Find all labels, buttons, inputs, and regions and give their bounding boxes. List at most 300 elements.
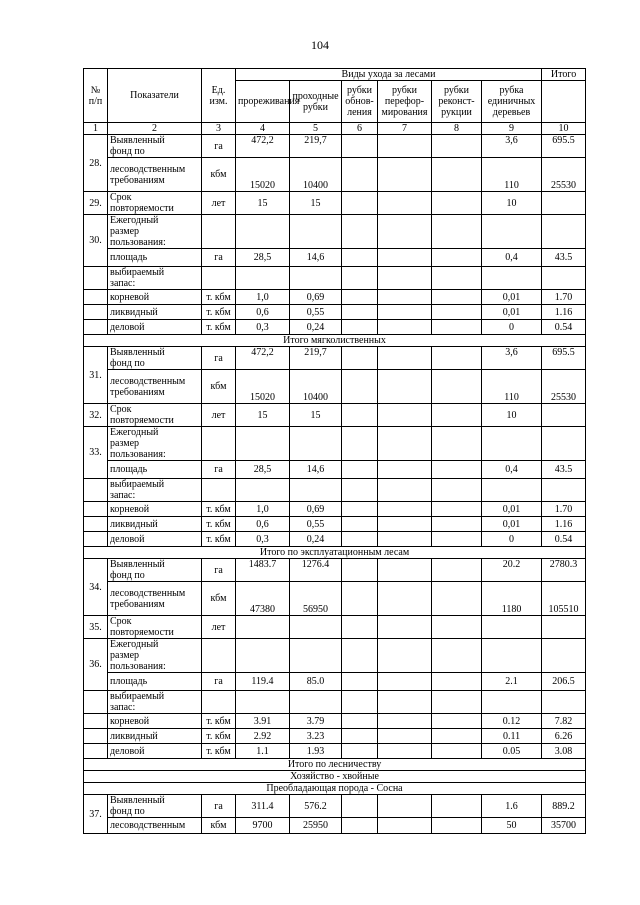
value-single: 50 xyxy=(482,818,542,834)
value-reform xyxy=(378,370,432,404)
label-line: Ежегодный xyxy=(110,215,159,226)
header-reconstr: рубки реконст-рукции xyxy=(432,81,482,123)
value-renewal xyxy=(342,290,378,305)
label-root xyxy=(108,290,202,305)
value-passing: 3.23 xyxy=(290,729,342,744)
label-line: лесоводственным xyxy=(110,163,186,175)
empty-cell xyxy=(482,691,542,714)
value-thinning: 28,5 xyxy=(236,249,290,267)
empty-cell xyxy=(432,479,482,502)
value-reform xyxy=(378,818,432,834)
label-line: лесоводственным xyxy=(110,587,186,599)
row-area xyxy=(84,249,586,267)
value-thinning: 15020 xyxy=(236,370,290,404)
unit: га xyxy=(202,559,236,582)
value-reform xyxy=(378,249,432,267)
empty-cell xyxy=(542,479,586,502)
value-reconstr xyxy=(432,404,482,427)
row-number xyxy=(84,502,108,517)
value-thinning: 3.91 xyxy=(236,714,290,729)
label-line: фонд по xyxy=(110,146,145,157)
value-reconstr xyxy=(432,517,482,532)
label-business xyxy=(108,744,202,759)
value-renewal xyxy=(342,744,378,759)
empty-cell xyxy=(482,427,542,461)
value-passing: 1276.4 xyxy=(290,559,342,582)
empty-cell xyxy=(236,691,290,714)
value-passing: 3.79 xyxy=(290,714,342,729)
header-thinning: прореживания xyxy=(236,81,290,123)
section-title: Итого по лесничеству xyxy=(84,759,586,771)
unit: кбм xyxy=(202,818,236,834)
label-line: размер xyxy=(110,438,140,449)
unit: т. кбм xyxy=(202,320,236,335)
row-number xyxy=(84,320,108,335)
row-area xyxy=(84,461,586,479)
label-fund-cont xyxy=(108,818,202,834)
row-root xyxy=(84,714,586,729)
value-reform xyxy=(378,305,432,320)
label-line: фонд по xyxy=(110,358,145,369)
value-total: 1.16 xyxy=(542,305,586,320)
value-single: 0 xyxy=(482,320,542,335)
value-passing: 0,55 xyxy=(290,517,342,532)
value-thinning: 0,3 xyxy=(236,532,290,547)
row-number xyxy=(84,267,108,290)
unit: лет xyxy=(202,404,236,427)
value-thinning: 0,6 xyxy=(236,517,290,532)
label-fund-cont xyxy=(108,370,202,404)
value-renewal xyxy=(342,795,378,818)
value-single: 0,4 xyxy=(482,461,542,479)
value-thinning: 28,5 xyxy=(236,461,290,479)
row-annual xyxy=(84,639,586,673)
value-single: 0.12 xyxy=(482,714,542,729)
value-total: 6.26 xyxy=(542,729,586,744)
value-reconstr xyxy=(432,582,482,616)
value-renewal xyxy=(342,192,378,215)
row-number xyxy=(84,744,108,759)
label-line: выбираемый xyxy=(110,267,165,278)
empty-cell xyxy=(342,639,378,673)
row-annual xyxy=(84,215,586,249)
unit xyxy=(202,267,236,290)
label-stock xyxy=(108,691,202,714)
value-thinning: 47380 xyxy=(236,582,290,616)
value-reconstr xyxy=(432,673,482,691)
label-area xyxy=(108,249,202,267)
value-total: 1.70 xyxy=(542,290,586,305)
column-number: 7 xyxy=(378,123,432,135)
row-number xyxy=(84,479,108,502)
empty-cell xyxy=(290,267,342,290)
label-annual xyxy=(108,427,202,461)
label-line: запас: xyxy=(110,490,136,501)
header-reform: рубки перефор-мирования xyxy=(378,81,432,123)
label-business xyxy=(108,532,202,547)
row-stock xyxy=(84,267,586,290)
unit: га xyxy=(202,347,236,370)
unit: т. кбм xyxy=(202,532,236,547)
page-number: 104 xyxy=(311,38,329,52)
value-total: 25530 xyxy=(542,370,586,404)
value-single: 1.6 xyxy=(482,795,542,818)
row-number xyxy=(84,290,108,305)
value-thinning: 1,0 xyxy=(236,502,290,517)
label-line: Выявленный xyxy=(110,559,165,570)
value-thinning: 1,0 xyxy=(236,290,290,305)
value-total: 889.2 xyxy=(542,795,586,818)
empty-cell xyxy=(432,215,482,249)
value-passing: 10400 xyxy=(290,158,342,192)
row-root xyxy=(84,290,586,305)
empty-cell xyxy=(378,215,432,249)
empty-cell xyxy=(542,427,586,461)
value-reconstr xyxy=(432,158,482,192)
value-total: 25530 xyxy=(542,158,586,192)
value-total: 43.5 xyxy=(542,249,586,267)
empty-cell xyxy=(290,427,342,461)
value-passing: 0,55 xyxy=(290,305,342,320)
label-line: Срок xyxy=(110,192,132,203)
row-area xyxy=(84,673,586,691)
value-thinning: 472,2 xyxy=(236,347,290,370)
unit: лет xyxy=(202,192,236,215)
value-single: 0,01 xyxy=(482,517,542,532)
empty-cell xyxy=(482,479,542,502)
unit: га xyxy=(202,249,236,267)
value-single: 0.11 xyxy=(482,729,542,744)
section-title: Преобладающая порода - Сосна xyxy=(84,783,586,795)
empty-cell xyxy=(432,267,482,290)
label-area xyxy=(108,461,202,479)
value-reconstr xyxy=(432,305,482,320)
column-number: 9 xyxy=(482,123,542,135)
label-period xyxy=(108,616,202,639)
value-passing: 14,6 xyxy=(290,249,342,267)
label-fund xyxy=(108,135,202,158)
header-indicators: Показатели xyxy=(108,69,202,123)
value-reconstr xyxy=(432,559,482,582)
value-reform xyxy=(378,347,432,370)
value-total: 2780.3 xyxy=(542,559,586,582)
value-renewal xyxy=(342,461,378,479)
unit xyxy=(202,639,236,673)
empty-cell xyxy=(482,267,542,290)
label-period xyxy=(108,404,202,427)
label-line: фонд по xyxy=(110,806,145,817)
value-renewal xyxy=(342,347,378,370)
value-renewal xyxy=(342,404,378,427)
value-reform xyxy=(378,582,432,616)
value-passing: 85.0 xyxy=(290,673,342,691)
row-number: 31. xyxy=(84,347,108,404)
label-fund-cont xyxy=(108,582,202,616)
value-renewal xyxy=(342,305,378,320)
value-reform xyxy=(378,729,432,744)
value-renewal xyxy=(342,582,378,616)
row-number xyxy=(84,691,108,714)
value-passing: 10400 xyxy=(290,370,342,404)
value-reform xyxy=(378,461,432,479)
value-renewal xyxy=(342,729,378,744)
value-thinning: 15020 xyxy=(236,158,290,192)
row-fund-ha xyxy=(84,795,586,818)
label-line: Ежегодный xyxy=(110,639,159,650)
value-reform xyxy=(378,616,432,639)
value-reconstr xyxy=(432,192,482,215)
value-renewal xyxy=(342,158,378,192)
section-title: Хозяйство - хвойные xyxy=(84,771,586,783)
value-reconstr xyxy=(432,135,482,158)
value-single: 3,6 xyxy=(482,347,542,370)
empty-cell xyxy=(542,691,586,714)
value-reform xyxy=(378,192,432,215)
row-stock xyxy=(84,479,586,502)
value-single: 110 xyxy=(482,370,542,404)
column-number: 2 xyxy=(108,123,202,135)
value-single: 0,01 xyxy=(482,290,542,305)
value-passing: 0,24 xyxy=(290,320,342,335)
label-line: Выявленный xyxy=(110,135,165,146)
value-single: 1180 xyxy=(482,582,542,616)
unit: т. кбм xyxy=(202,290,236,305)
value-total: 0.54 xyxy=(542,320,586,335)
value-reform xyxy=(378,714,432,729)
row-fund-ha xyxy=(84,347,586,370)
empty-cell xyxy=(236,639,290,673)
row-number: 35. xyxy=(84,616,108,639)
label-period xyxy=(108,192,202,215)
value-reform xyxy=(378,290,432,305)
label-line: размер xyxy=(110,650,140,661)
row-period xyxy=(84,192,586,215)
value-reconstr xyxy=(432,502,482,517)
label-line: Срок xyxy=(110,616,132,627)
unit: кбм xyxy=(202,582,236,616)
label-stock xyxy=(108,267,202,290)
empty-cell xyxy=(236,267,290,290)
value-single: 110 xyxy=(482,158,542,192)
value-renewal xyxy=(342,559,378,582)
column-number: 1 xyxy=(84,123,108,135)
value-total: 695.5 xyxy=(542,135,586,158)
empty-cell xyxy=(342,215,378,249)
row-number xyxy=(84,532,108,547)
label-annual xyxy=(108,215,202,249)
empty-cell xyxy=(290,215,342,249)
value-passing: 25950 xyxy=(290,818,342,834)
unit: кбм xyxy=(202,370,236,404)
value-single: 20.2 xyxy=(482,559,542,582)
value-passing: 0,69 xyxy=(290,502,342,517)
value-thinning: 2.92 xyxy=(236,729,290,744)
label-liquid xyxy=(108,729,202,744)
value-single: 3,6 xyxy=(482,135,542,158)
row-number: 29. xyxy=(84,192,108,215)
value-passing: 219,7 xyxy=(290,135,342,158)
section-row xyxy=(84,771,586,783)
value-passing: 576.2 xyxy=(290,795,342,818)
value-total xyxy=(542,404,586,427)
empty-cell xyxy=(378,639,432,673)
empty-cell xyxy=(290,639,342,673)
row-fund-m3 xyxy=(84,158,586,192)
section-row xyxy=(84,783,586,795)
label-line: требованиям xyxy=(110,174,165,186)
row-number xyxy=(84,305,108,320)
value-single: 0.05 xyxy=(482,744,542,759)
value-reform xyxy=(378,673,432,691)
empty-cell xyxy=(432,691,482,714)
row-period xyxy=(84,616,586,639)
column-number: 3 xyxy=(202,123,236,135)
section-title: Итого по эксплуатационным лесам xyxy=(84,547,586,559)
empty-cell xyxy=(342,479,378,502)
row-business xyxy=(84,532,586,547)
label-line: запас: xyxy=(110,278,136,289)
value-passing: 15 xyxy=(290,404,342,427)
section-title: Итого мягколиственных xyxy=(84,335,586,347)
value-thinning: 1483.7 xyxy=(236,559,290,582)
empty-cell xyxy=(432,639,482,673)
value-reconstr xyxy=(432,290,482,305)
row-number: 37. xyxy=(84,795,108,834)
value-total: 3.08 xyxy=(542,744,586,759)
value-reconstr xyxy=(432,249,482,267)
label-line: лесоводственным xyxy=(110,375,186,387)
column-numbers-row xyxy=(84,123,586,135)
unit: т. кбм xyxy=(202,714,236,729)
value-reform xyxy=(378,532,432,547)
label-line: лесоводственным xyxy=(110,820,186,831)
value-renewal xyxy=(342,370,378,404)
empty-cell xyxy=(290,691,342,714)
label-liquid xyxy=(108,305,202,320)
value-renewal xyxy=(342,135,378,158)
row-fund-m3 xyxy=(84,370,586,404)
unit: т. кбм xyxy=(202,517,236,532)
unit: га xyxy=(202,461,236,479)
empty-cell xyxy=(290,479,342,502)
label-line: Ежегодный xyxy=(110,427,159,438)
value-single: 0 xyxy=(482,532,542,547)
value-reconstr xyxy=(432,461,482,479)
value-reconstr xyxy=(432,818,482,834)
value-single: 0,4 xyxy=(482,249,542,267)
value-passing: 15 xyxy=(290,192,342,215)
empty-cell xyxy=(482,215,542,249)
label-line: корневой xyxy=(110,503,150,515)
unit: т. кбм xyxy=(202,744,236,759)
value-thinning xyxy=(236,616,290,639)
value-reconstr xyxy=(432,347,482,370)
value-renewal xyxy=(342,320,378,335)
label-fund xyxy=(108,795,202,818)
label-line: Срок xyxy=(110,404,132,415)
unit: т. кбм xyxy=(202,305,236,320)
label-line: Выявленный xyxy=(110,795,165,806)
label-line: площадь xyxy=(110,676,148,687)
row-liquid xyxy=(84,729,586,744)
value-reconstr xyxy=(432,729,482,744)
empty-cell xyxy=(432,427,482,461)
unit: га xyxy=(202,135,236,158)
value-single xyxy=(482,616,542,639)
label-line: выбираемый xyxy=(110,691,165,702)
header-renewal: рубки обнов-ления xyxy=(342,81,378,123)
row-number xyxy=(84,517,108,532)
label-area xyxy=(108,673,202,691)
value-total: 0.54 xyxy=(542,532,586,547)
value-reconstr xyxy=(432,320,482,335)
column-number: 5 xyxy=(290,123,342,135)
empty-cell xyxy=(378,479,432,502)
label-annual xyxy=(108,639,202,673)
label-line: корневой xyxy=(110,715,150,727)
row-liquid xyxy=(84,517,586,532)
label-line: корневой xyxy=(110,291,150,303)
unit xyxy=(202,479,236,502)
value-single: 2.1 xyxy=(482,673,542,691)
row-number xyxy=(84,714,108,729)
value-thinning: 15 xyxy=(236,192,290,215)
label-line: деловой xyxy=(110,321,145,333)
label-line: площадь xyxy=(110,252,148,263)
value-thinning: 1.1 xyxy=(236,744,290,759)
unit: т. кбм xyxy=(202,729,236,744)
header-total-sub xyxy=(542,81,586,123)
row-root xyxy=(84,502,586,517)
value-renewal xyxy=(342,502,378,517)
label-line: ликвидный xyxy=(110,730,158,742)
unit: кбм xyxy=(202,158,236,192)
header-no: № п/п xyxy=(84,69,108,123)
label-line: пользования: xyxy=(110,237,166,248)
value-reform xyxy=(378,502,432,517)
unit xyxy=(202,691,236,714)
value-renewal xyxy=(342,714,378,729)
value-reconstr xyxy=(432,532,482,547)
header-unit: Ед. изм. xyxy=(202,69,236,123)
value-renewal xyxy=(342,616,378,639)
unit: т. кбм xyxy=(202,502,236,517)
header-single: рубка единичных деревьев xyxy=(482,81,542,123)
value-total: 1.70 xyxy=(542,502,586,517)
row-business xyxy=(84,320,586,335)
empty-cell xyxy=(482,639,542,673)
column-number: 10 xyxy=(542,123,586,135)
value-passing: 0,24 xyxy=(290,532,342,547)
empty-cell xyxy=(342,691,378,714)
unit xyxy=(202,215,236,249)
unit: га xyxy=(202,673,236,691)
value-total: 695.5 xyxy=(542,347,586,370)
row-business xyxy=(84,744,586,759)
label-line: требованиям xyxy=(110,598,165,610)
value-total xyxy=(542,616,586,639)
value-thinning: 119.4 xyxy=(236,673,290,691)
forest-care-table xyxy=(83,68,586,834)
empty-cell xyxy=(342,427,378,461)
empty-cell xyxy=(542,215,586,249)
row-number: 28. xyxy=(84,135,108,192)
label-line: требованиям xyxy=(110,386,165,398)
row-number: 36. xyxy=(84,639,108,691)
column-number: 6 xyxy=(342,123,378,135)
value-passing: 1.93 xyxy=(290,744,342,759)
value-renewal xyxy=(342,818,378,834)
